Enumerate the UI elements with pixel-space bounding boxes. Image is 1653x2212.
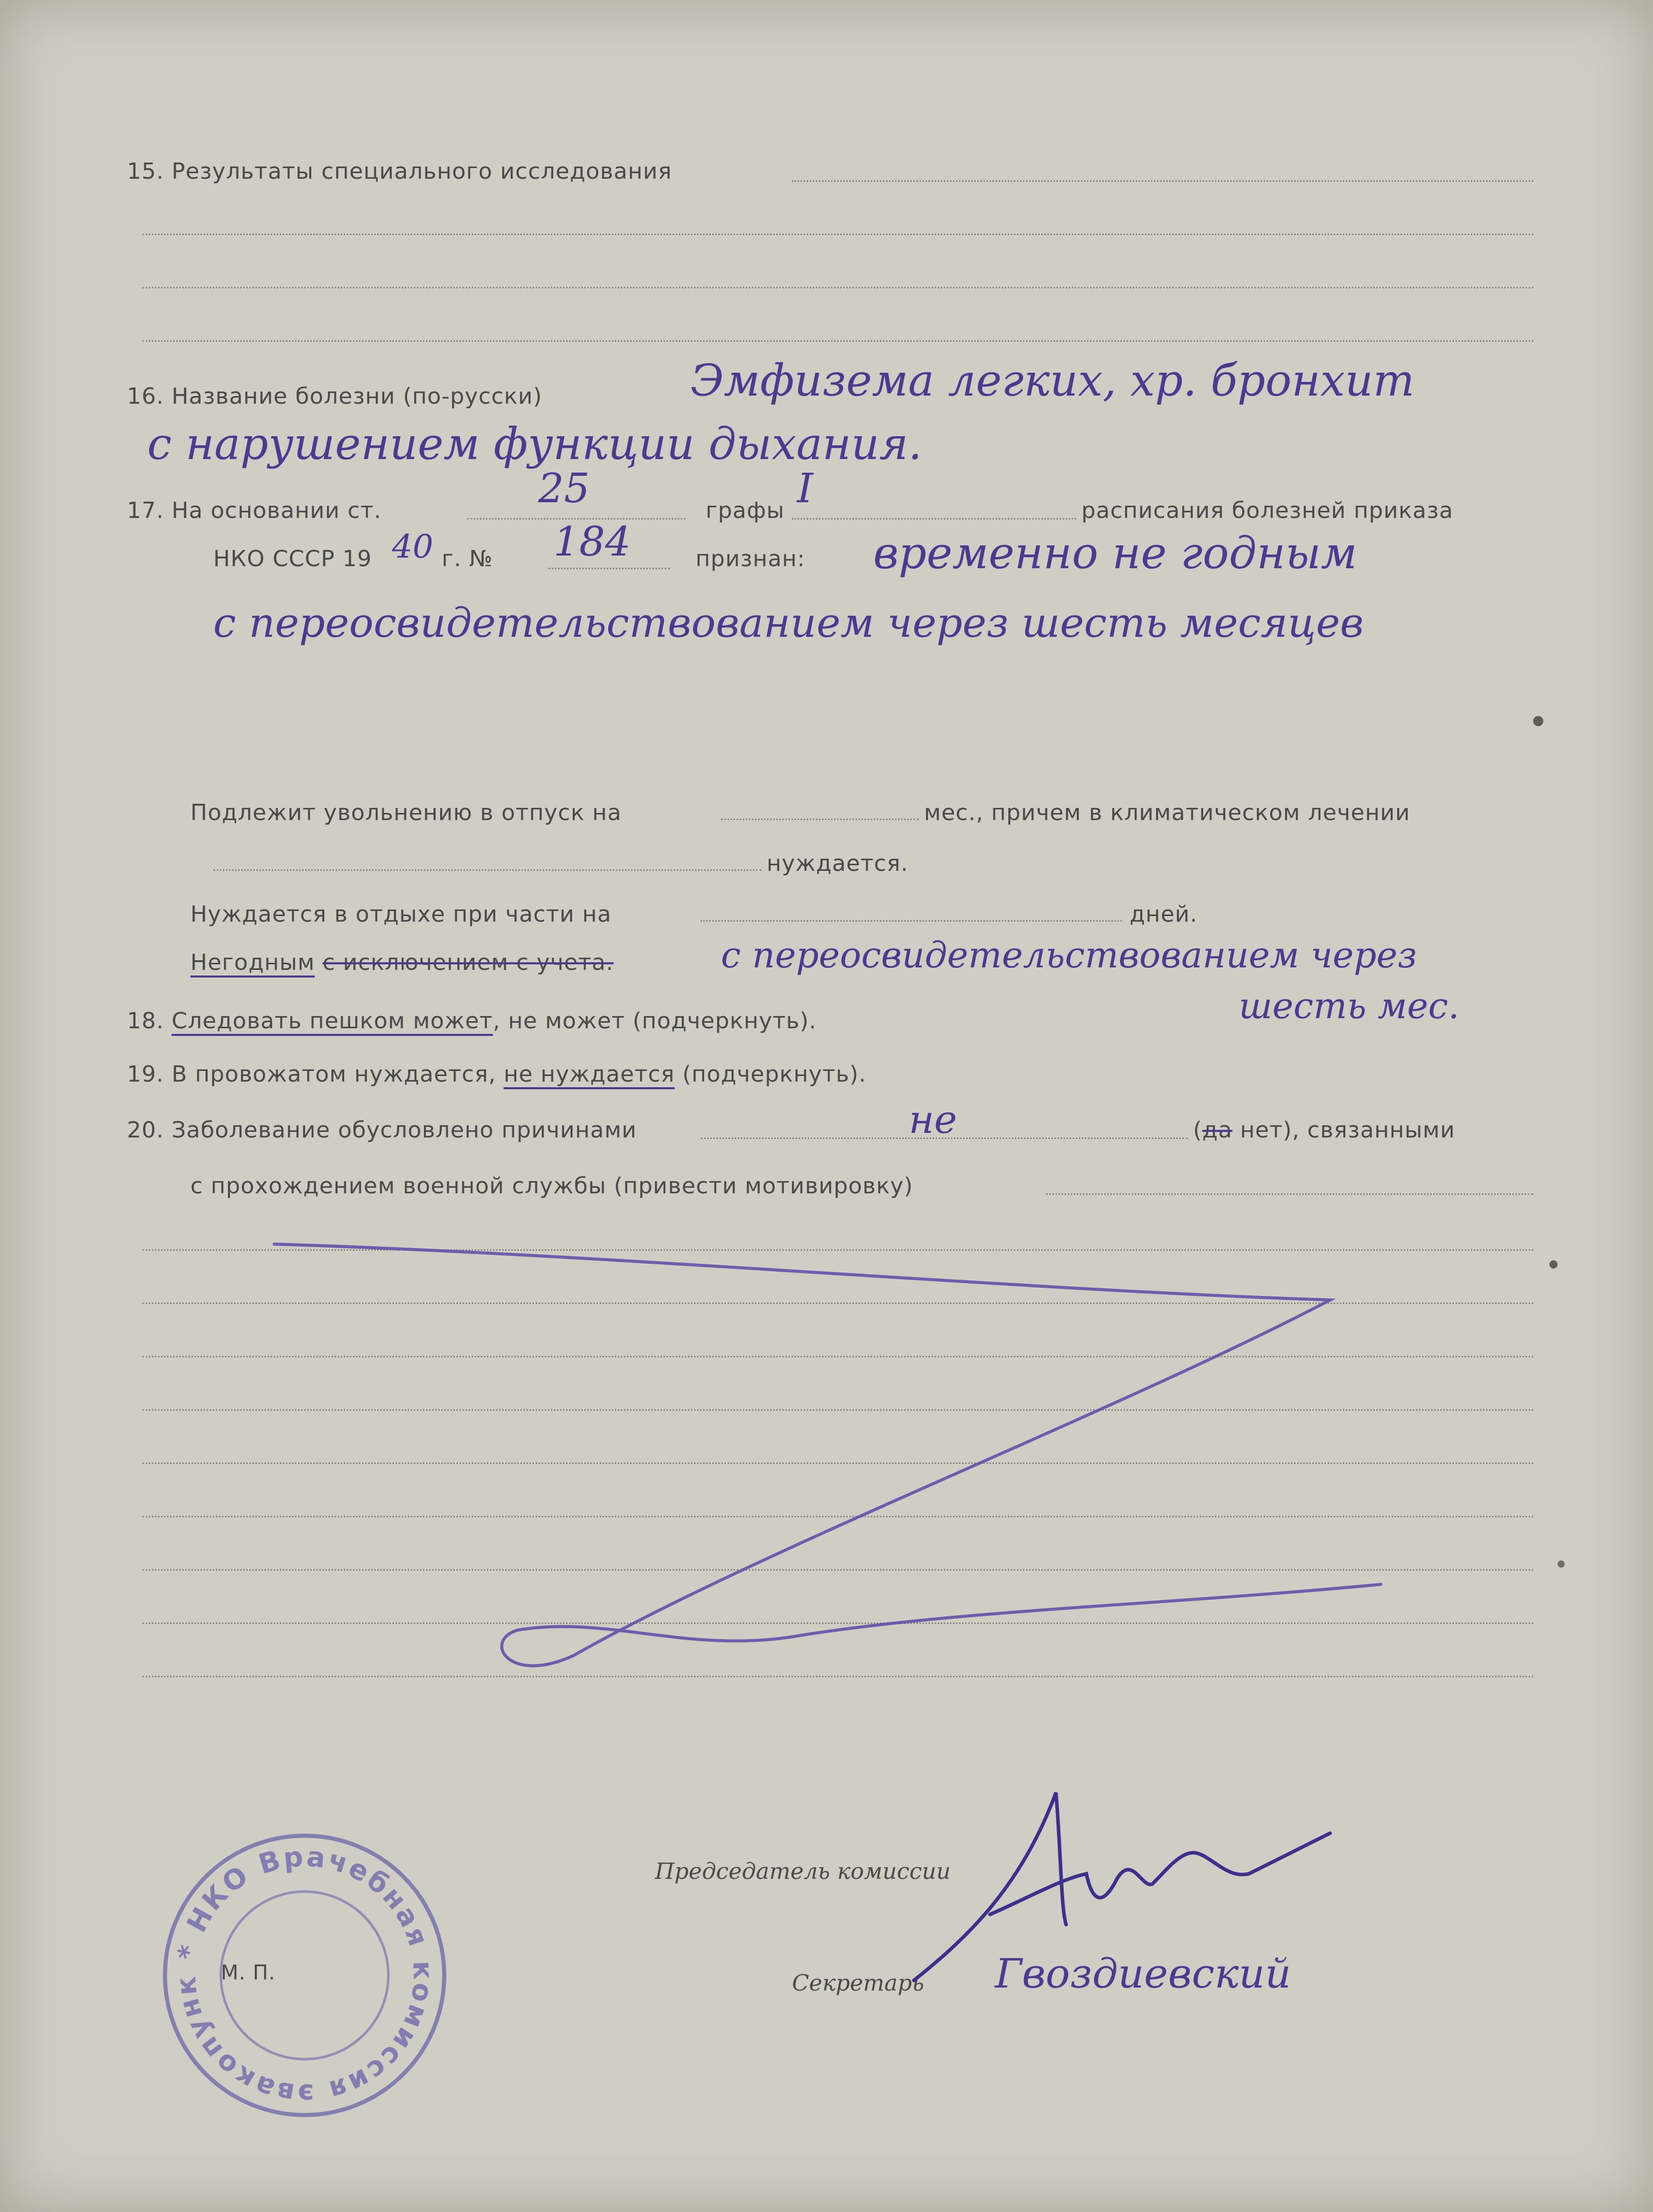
priznan-label: признан: (696, 546, 806, 572)
leave-label-b: мес., причем в климатическом лечении (924, 800, 1410, 826)
order-number: 184 (553, 518, 631, 565)
secretary-signature: Гвоздиевский (995, 1950, 1292, 1997)
negodnym-struck-text: с исключением с учета. (322, 950, 614, 975)
diagnosis-line-1: Эмфизема легких, хр. бронхит (690, 355, 1415, 406)
chairman-signature (914, 1793, 1330, 1980)
rest-label-b: дней. (1130, 901, 1198, 927)
item20-label: 20. Заболевание обусловлено причинами (127, 1117, 637, 1143)
order-year: 40 (392, 528, 434, 566)
negodnym-note-line-1: с переосвидетельствованием через (721, 934, 1417, 976)
item19-underlined: не нуждается (504, 1061, 675, 1089)
leave-label-a: Подлежит увольнению в отпуск на (190, 800, 622, 826)
item15-label: 15. Результаты специального исследования (127, 158, 672, 184)
stamp-mp: М. П. (221, 1961, 276, 1985)
item17-label-suffix: расписания болезней приказа (1081, 498, 1453, 524)
column-number: I (797, 465, 813, 512)
item20-struck: да (1202, 1117, 1233, 1143)
article-number: 25 (538, 465, 590, 512)
item20-line2: с прохождением военной службы (привести мотивировку) (190, 1173, 913, 1199)
item20-suffix: нет), связанными (1240, 1117, 1456, 1143)
nko-mid: г. № (442, 546, 493, 572)
item16-label: 16. Название болезни (по-русски) (127, 383, 543, 409)
item19-prefix: 19. В провожатом нуждается, (127, 1061, 504, 1087)
item20-paren: (да нет), связанными (1193, 1117, 1456, 1143)
stamp-ring-text: * НКО Врачебная комиссия эвакопунк (170, 1840, 440, 2110)
leave-needs: нуждается. (767, 851, 909, 876)
item19-suffix: (подчеркнуть). (675, 1061, 867, 1087)
item20-hand-value: не (909, 1097, 957, 1142)
negodnym-note-line-2: шесть мес. (1239, 985, 1460, 1027)
verdict-line-2: с переосвидетельствованием через шесть месяцев (213, 599, 1364, 646)
item18-underlined: Следовать пешком может (172, 1008, 493, 1036)
z-cancel-mark (274, 1244, 1381, 1666)
item18-rest: , не может (подчеркнуть). (492, 1008, 817, 1034)
rest-label-a: Нуждается в отдыхе при части на (190, 901, 612, 927)
negodnym-word: Негодным (190, 950, 315, 978)
chairman-label: Председатель комиссии (655, 1859, 951, 1884)
nko-prefix: НКО СССР 19 (213, 546, 372, 572)
item18-number: 18. (127, 1008, 172, 1034)
item17-label-prefix: 17. На основании ст. (127, 498, 382, 524)
diagnosis-line-2: с нарушением функции дыхания. (147, 419, 922, 470)
verdict-line-1: временно не годным (873, 528, 1358, 579)
item17-grafy-label: графы (706, 498, 785, 524)
secretary-label: Секретарь (792, 1970, 924, 1996)
